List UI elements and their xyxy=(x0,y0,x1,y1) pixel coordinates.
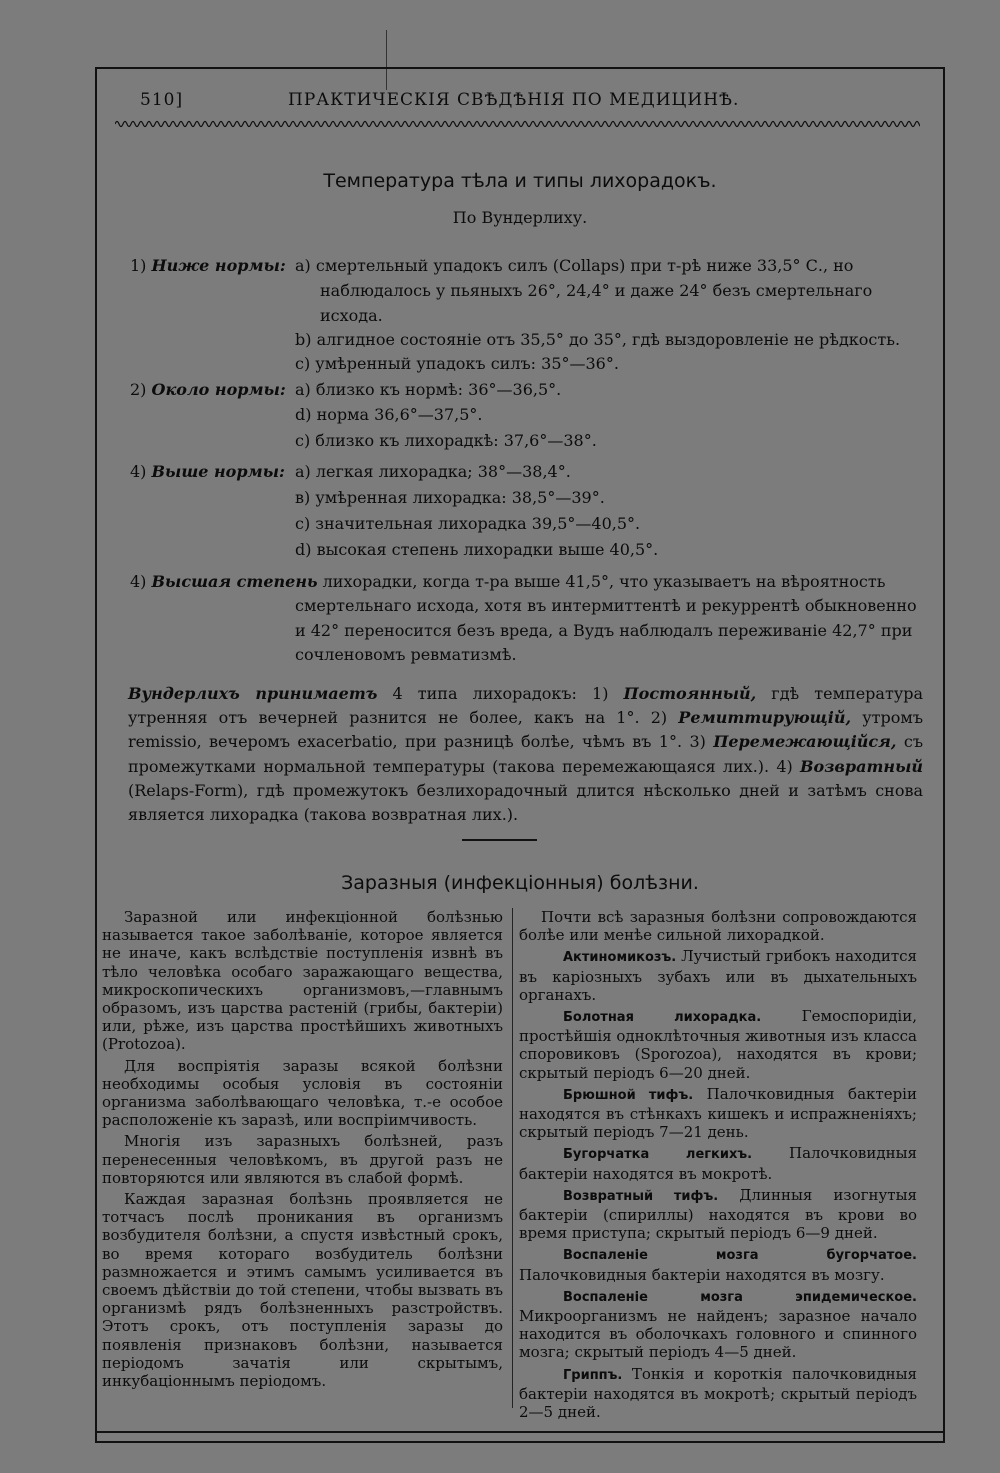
list-line: d) высокая степень лихорадки выше 40,5°. xyxy=(295,540,659,559)
bottom-rule xyxy=(95,1431,945,1433)
disease-entry: Брюшной тифъ. Палочковидныя бактеріи находятся въ стѣнкахъ кишекъ и испражненіяхъ; скрытый періодъ 7—21 день. xyxy=(519,1084,917,1142)
section-title-infectious: Заразныя (инфекціонныя) болѣзни. xyxy=(341,872,699,894)
item4-line3: и 42° переносится безъ вреда, а Вудъ наблюдалъ переживаніе 42,7° при xyxy=(295,621,913,640)
section-title-temperature: Температура тѣла и типы лихорадокъ. xyxy=(323,170,717,192)
page-number: 510] xyxy=(140,90,184,110)
left-paragraph: Каждая заразная болѣзнь проявляется не тотчасъ послѣ проникания въ организмъ возбудителя болѣзни, а спустя извѣстный срокъ, во время котораго возбудитель болѣзни размножается и этимъ самымъ усиливается въ своемъ дѣйствіи до той степени, чтобы вызвать въ организмѣ рядъ болѣзненныхъ разстройствъ. Этотъ срокъ, отъ поступленія заразы до появленія признаковъ болѣзни, называется періодомъ зачатія или скрытымъ, инкубаціоннымъ періодомъ. xyxy=(102,1190,503,1391)
list-line: в) умѣренная лихорадка: 38,5°—39°. xyxy=(295,488,605,507)
item4-line2: смертельнаго исхода, хотя въ интермиттентѣ и рекуррентѣ обыкновенно xyxy=(295,596,917,615)
wunderlich-paragraph: Вундерлихъ принимаетъ 4 типа лихорадокъ: 1) Постоянный, гдѣ температура утренняя отъ вечерней разнится не более, какъ на 1°. 2) Ремиттирующій, утромъ remissio, вечеромъ exacerbatio, при разницѣ болѣе, чѣмъ въ 1°. 3) Перемежающійся, съ промежутками нормальной температуры (такова перемежающаяся лих.). 4) Возвратный (Relaps-Form), гдѣ промежутокъ безлихорадочный длится нѣсколько дней и затѣмъ снова является лихорадка (такова возвратная лих.). xyxy=(128,684,924,825)
item4-line1: 4) Высшая степень лихорадки, когда т-ра выше 41,5°, что указываетъ на вѣроятность xyxy=(130,572,886,591)
running-title: ПРАКТИЧЕСКІЯ СВѢДѢНІЯ ПО МЕДИЦИНѢ. xyxy=(288,90,740,110)
list-line: a) легкая лихорадка; 38°—38,4°. xyxy=(295,462,571,481)
disease-name: Бугорчатка легкихъ. xyxy=(563,1147,753,1163)
column-divider xyxy=(512,908,513,1408)
left-column xyxy=(102,908,503,1393)
disease-name: Гриппъ. xyxy=(563,1367,623,1383)
disease-entry: Гриппъ. Тонкія и короткія палочковидныя бактеріи находятся въ мокротѣ; скрытый періодъ 2—5 дней. xyxy=(519,1364,917,1422)
disease-entry: Возвратный тифъ. Длинныя изогнутыя бактеріи (спириллы) находятся въ крови во время приступа; скрытый періодъ 6—9 дней. xyxy=(519,1185,917,1243)
disease-name: Воспаленіе мозга эпидемическое. xyxy=(563,1289,917,1305)
list-label: 1) Ниже нормы: xyxy=(130,256,286,275)
item4-line4: сочленовомъ ревматизмѣ. xyxy=(295,645,517,664)
list-label: 2) Около нормы: xyxy=(130,380,286,399)
section-divider xyxy=(462,839,537,841)
disease-name: Актиномикозъ. xyxy=(563,950,677,966)
left-paragraph: Для воспріятія заразы всякой болѣзни необходимы особыя условія въ состояніи организма заболѣвающаго человѣка, т.-е особое расположеніе къ заразѣ, или воспріимчивость. xyxy=(102,1056,503,1130)
left-paragraph: Многія изъ заразныхъ болѣзней, разъ перенесенныя человѣкомъ, въ другой разъ не повторяются или являются въ слабой формѣ. xyxy=(102,1132,503,1187)
list-line: a) близко къ нормѣ: 36°—36,5°. xyxy=(295,380,562,399)
list-line: b) алгидное состояніе отъ 35,5° до 35°, гдѣ выздоровленіе не рѣдкость. xyxy=(295,330,901,349)
list-line: c) близко къ лихорадкѣ: 37,6°—38°. xyxy=(295,431,597,450)
disease-entry: Болотная лихорадка. Гемоспоридіи, простѣйшія одноклѣточныя животныя изъ класса споровиковъ (Sporozoa), находятся въ крови; скрытый періодъ 6—20 дней. xyxy=(519,1007,917,1082)
wavy-rule xyxy=(115,118,920,130)
disease-entry: Актиномикозъ. Лучистый грибокъ находится въ каріозныхъ зубахъ или въ дыхательныхъ органахъ. xyxy=(519,947,917,1004)
list-line: c) значительная лихорадка 39,5°—40,5°. xyxy=(295,514,641,533)
disease-entry: Воспаленіе мозга бугорчатое. Палочковидныя бактеріи находятся въ мозгу. xyxy=(519,1248,917,1284)
right-intro: Почти всѣ заразныя болѣзни сопровождаются болѣе или менѣе сильной лихорадкой. xyxy=(519,908,917,945)
disease-name: Воспаленіе мозга бугорчатое. xyxy=(563,1248,917,1264)
list-line: d) норма 36,6°—37,5°. xyxy=(295,405,483,424)
list-line: исхода. xyxy=(320,306,383,325)
disease-name: Брюшной тифъ. xyxy=(563,1087,694,1103)
list-line: a) смертельный упадокъ силъ (Collaps) при т-рѣ ниже 33,5° С., но xyxy=(295,256,854,275)
section-subtitle: По Вундерлиху. xyxy=(452,208,588,227)
disease-entry: Бугорчатка легкихъ. Палочковидныя бактеріи находятся въ мокротѣ. xyxy=(519,1144,917,1183)
right-column xyxy=(519,908,917,1424)
disease-name: Болотная лихорадка. xyxy=(563,1010,762,1026)
list-line: c) умѣренный упадокъ силъ: 35°—36°. xyxy=(295,354,619,373)
list-label: 4) Выше нормы: xyxy=(130,462,285,481)
list-line: наблюдалось у пьяныхъ 26°, 24,4° и даже 24° безъ смертельнаго xyxy=(320,281,873,300)
disease-entry: Воспаленіе мозга эпидемическое. Микроорганизмъ не найденъ; заразное начало находится въ оболочкахъ головного и спинного мозга; скрытый періодъ 4—5 дней. xyxy=(519,1289,917,1362)
left-paragraph: Заразной или инфекціонной болѣзнью называется такое заболѣваніе, которое является не иначе, какъ вслѣдствіе поступленія извнѣ въ тѣло человѣка особаго заражающаго вещества, микроскопическихъ организмовъ,—главнымъ образомъ, изъ царства растеній (грибы, бактеріи) или, рѣже, изъ царства простѣйшихъ животныхъ (Protozoa). xyxy=(102,908,503,1054)
disease-name: Возвратный тифъ. xyxy=(563,1188,719,1204)
